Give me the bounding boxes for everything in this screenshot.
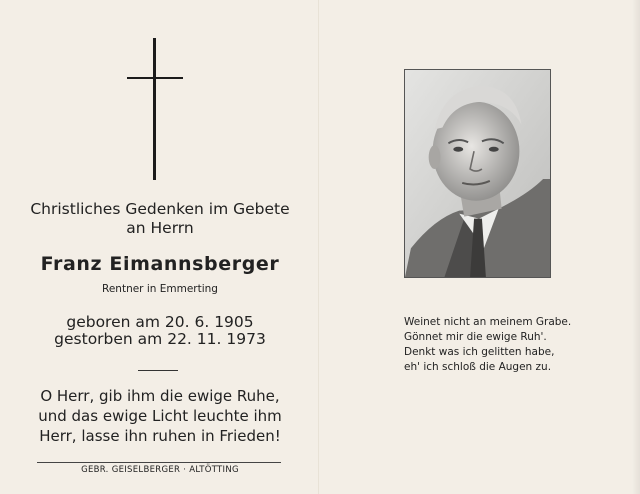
- verse-line: Weinet nicht an meinem Grabe.: [404, 316, 572, 328]
- center-fold: [318, 0, 320, 494]
- portrait-photo: [404, 69, 551, 278]
- divider-long: [37, 462, 281, 463]
- deceased-name: Franz Eimannsberger: [40, 253, 280, 275]
- cross-vertical-bar: [153, 38, 156, 180]
- prayer-line: O Herr, gib ihm die ewige Ruhe,: [40, 387, 280, 405]
- memorial-heading-line2: an Herrn: [126, 219, 194, 237]
- printer-imprint: GEBR. GEISELBERGER · ALTÖTTING: [81, 465, 239, 475]
- death-date: gestorben am 22. 11. 1973: [54, 330, 266, 348]
- verse-line: Gönnet mir die ewige Ruh'.: [404, 331, 547, 343]
- paper-edge: [632, 0, 640, 494]
- divider-short: [138, 370, 178, 371]
- cross-horizontal-bar: [127, 77, 183, 79]
- prayer-line: und das ewige Licht leuchte ihm: [38, 407, 282, 425]
- portrait-image: [405, 70, 550, 277]
- prayer-line: Herr, lasse ihn ruhen in Frieden!: [39, 427, 281, 445]
- verse-line: eh' ich schloß die Augen zu.: [404, 361, 552, 373]
- deceased-occupation: Rentner in Emmerting: [102, 283, 218, 295]
- verse-line: Denkt was ich gelitten habe,: [404, 346, 555, 358]
- memorial-heading-line1: Christliches Gedenken im Gebete: [30, 200, 290, 218]
- birth-date: geboren am 20. 6. 1905: [66, 313, 254, 331]
